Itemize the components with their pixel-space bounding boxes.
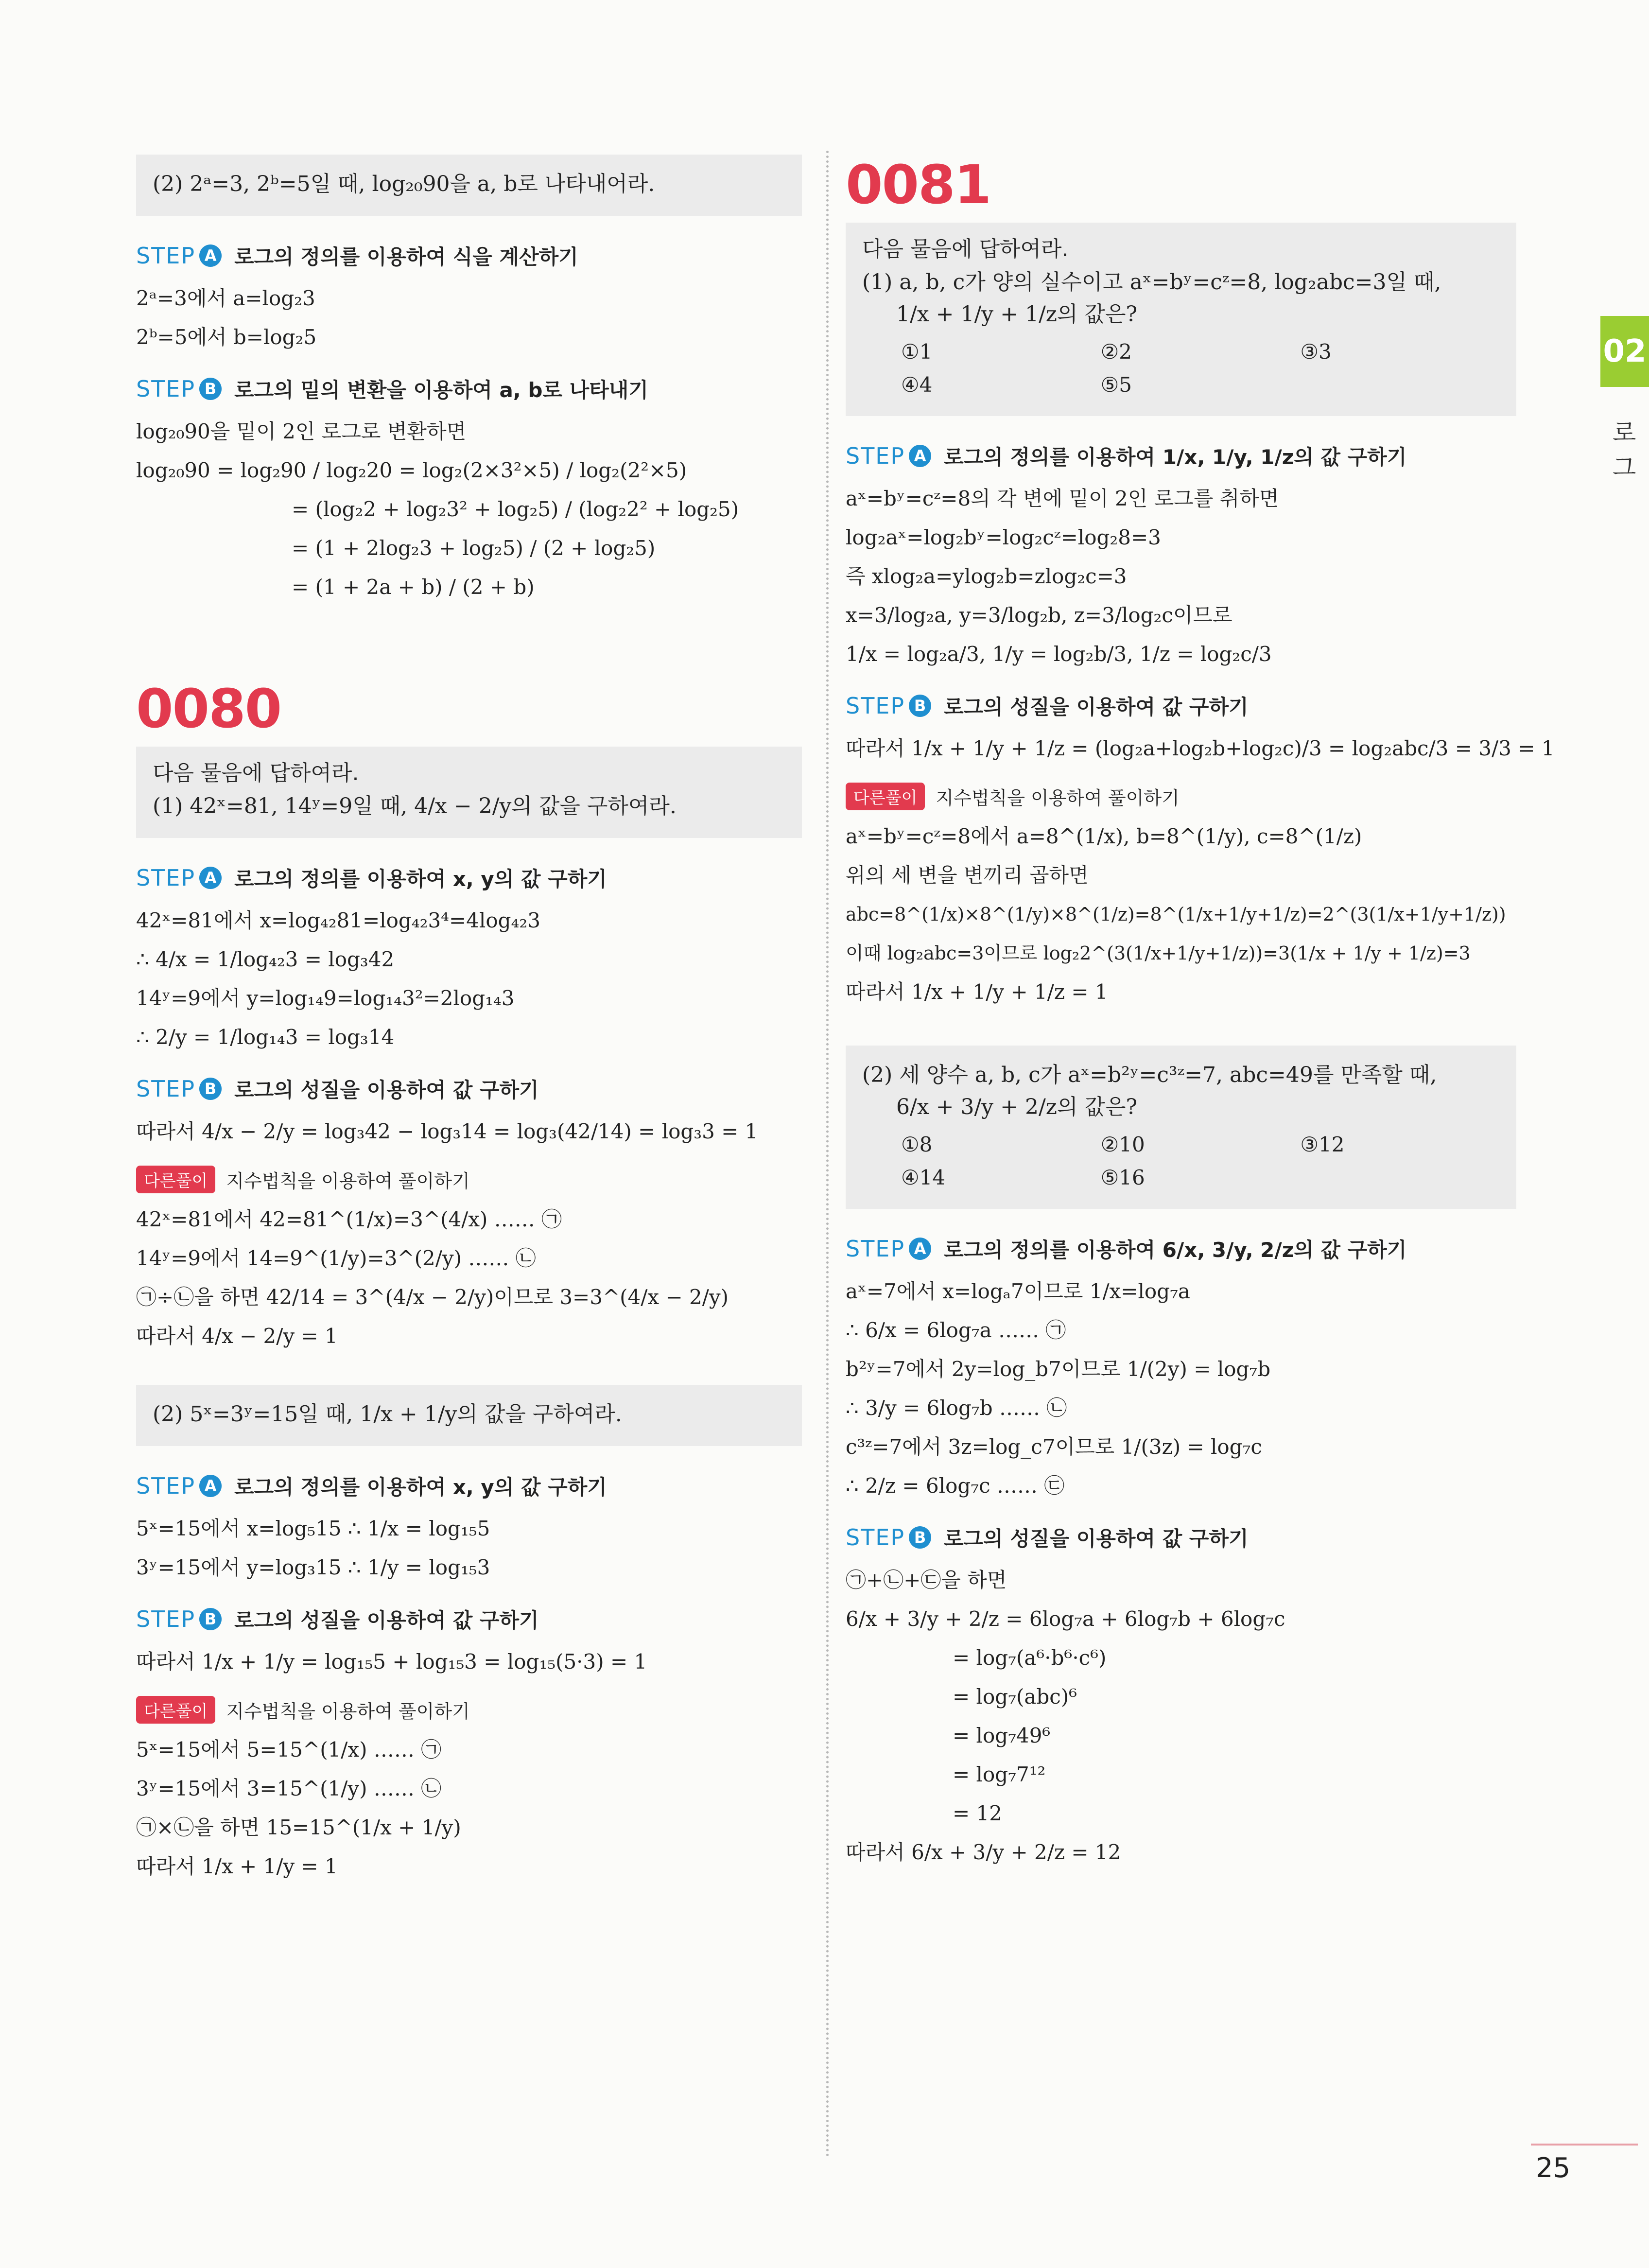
solution-line: 즉 xlog₂a=ylog₂b=zlog₂c=3 — [846, 564, 1127, 588]
solution-line: 3ʸ=15에서 3=15^(1/y) …… ㉡ — [136, 1777, 442, 1800]
solution-line: ∴ 6/x = 6log₇a …… ㉠ — [846, 1318, 1066, 1342]
step-label: STEP — [136, 1076, 196, 1102]
chapter-tab: 02 — [1600, 316, 1649, 387]
solution-line: abc=8^(1/x)×8^(1/y)×8^(1/z)=8^(1/x+1/y+1/z)=2^(3(1/x+1/y+1/z)) — [846, 904, 1506, 925]
chapter-label: 로그 — [1613, 419, 1636, 482]
choice: ②10 — [1100, 1133, 1145, 1156]
step-a-header — [846, 441, 1516, 471]
right-column — [846, 154, 1555, 1872]
alt-solution-badge: 다른풀이 — [136, 1166, 215, 1193]
problem-0079-part2-box — [136, 155, 802, 216]
step-label: STEP — [136, 243, 196, 269]
question-text: 1/x + 1/y + 1/z의 값은? — [896, 302, 1138, 327]
step-label: STEP — [846, 443, 905, 469]
solution-line: = (1 + 2a + b) / (2 + b) — [292, 575, 535, 599]
step-label: STEP — [136, 865, 196, 891]
step-badge-a: A — [909, 445, 931, 467]
solution-line: c³ᶻ=7에서 3z=log_c7이므로 1/(3z) = log₇c — [846, 1435, 1262, 1459]
problem-0081-part2-box — [846, 1046, 1516, 1209]
solution-line: 2ᵇ=5에서 b=log₂5 — [136, 325, 317, 349]
page-number-rule — [1531, 2144, 1638, 2146]
step-title: 로그의 성질을 이용하여 값 구하기 — [944, 695, 1249, 719]
problem-0080-part2-box — [136, 1385, 802, 1446]
step-title: 로그의 정의를 이용하여 6/x, 3/y, 2/z의 값 구하기 — [944, 1238, 1407, 1262]
step-b-header — [846, 691, 1516, 720]
solution-line: 5ˣ=15에서 5=15^(1/x) …… ㉠ — [136, 1738, 442, 1762]
solution-line: x=3/log₂a, y=3/log₂b, z=3/log₂c이므로 — [846, 603, 1232, 627]
alt-solution-badge: 다른풀이 — [846, 783, 925, 810]
solution-line: = 12 — [953, 1801, 1002, 1825]
solution-line: ∴ 4/x = 1/log₄₂3 = log₃42 — [136, 947, 395, 971]
solution-line: = (log₂2 + log₂3² + log₂5) / (log₂2² + log₂5) — [292, 497, 739, 521]
step-label: STEP — [136, 1473, 196, 1499]
solution-line: = log₇49⁶ — [953, 1724, 1051, 1747]
problem-number: 0081 — [846, 154, 991, 216]
step-label: STEP — [136, 376, 196, 402]
step-title: 로그의 정의를 이용하여 식을 계산하기 — [234, 245, 578, 269]
solution-line: = (1 + 2log₂3 + log₂5) / (2 + log₂5) — [292, 536, 656, 560]
step-title: 로그의 성질을 이용하여 값 구하기 — [234, 1608, 539, 1632]
step-badge-b: B — [199, 378, 222, 400]
solution-line: ∴ 2/y = 1/log₁₄3 = log₃14 — [136, 1025, 395, 1049]
choice: ④14 — [901, 1166, 946, 1189]
problem-0080-part1-box — [136, 747, 802, 838]
solution-line: 따라서 6/x + 3/y + 2/z = 12 — [846, 1840, 1121, 1864]
step-badge-b: B — [199, 1078, 222, 1100]
solution-line: 이때 log₂abc=3이므로 log₂2^(3(1/x+1/y+1/z))=3(1/x + 1/y + 1/z)=3 — [846, 942, 1471, 964]
solution-line: 2ᵃ=3에서 a=log₂3 — [136, 286, 315, 310]
page-number: 25 — [1536, 2152, 1571, 2184]
question-text: (2) 2ᵃ=3, 2ᵇ=5일 때, log₂₀90을 a, b로 나타내어라. — [153, 172, 655, 196]
step-label: STEP — [846, 693, 905, 719]
solution-line: log₂₀90을 밑이 2인 로그로 변환하면 — [136, 419, 467, 443]
solution-line: 6/x + 3/y + 2/z = 6log₇a + 6log₇b + 6log₇c — [846, 1607, 1285, 1631]
choice: ②2 — [1100, 340, 1132, 364]
step-b-header — [846, 1523, 1516, 1552]
step-badge-b: B — [199, 1608, 222, 1630]
solution-line: 따라서 1/x + 1/y + 1/z = 1 — [846, 980, 1108, 1004]
solution-line: 따라서 1/x + 1/y = log₁₅5 + log₁₅3 = log₁₅(5·3) = 1 — [136, 1650, 647, 1674]
answer-choices — [901, 1128, 1500, 1194]
step-b-header — [136, 1605, 802, 1634]
solution-line: 5ˣ=15에서 x=log₅15 ∴ 1/x = log₁₅5 — [136, 1517, 490, 1540]
choice: ③3 — [1300, 340, 1332, 364]
step-label: STEP — [846, 1524, 905, 1551]
solution-line: = log₇7¹² — [953, 1762, 1046, 1786]
solution-line: b²ʸ=7에서 2y=log_b7이므로 1/(2y) = log₇b — [846, 1357, 1271, 1381]
alt-solution-header — [136, 1166, 802, 1193]
step-b-header — [136, 1074, 802, 1103]
alt-solution-title: 지수법칙을 이용하여 풀이하기 — [936, 787, 1180, 809]
step-a-header — [136, 863, 802, 892]
question-text: (1) 42ˣ=81, 14ʸ=9일 때, 4/x − 2/y의 값을 구하여라. — [153, 794, 677, 819]
step-badge-b: B — [909, 1526, 931, 1549]
solution-line: 14ʸ=9에서 y=log₁₄9=log₁₄3²=2log₁₄3 — [136, 986, 515, 1010]
solution-line: aˣ=7에서 x=logₐ7이므로 1/x=log₇a — [846, 1279, 1190, 1303]
choice: ③12 — [1300, 1133, 1345, 1156]
alt-solution-header — [846, 783, 1516, 810]
step-title: 로그의 정의를 이용하여 x, y의 값 구하기 — [234, 867, 607, 891]
step-badge-a: A — [199, 244, 222, 267]
choice: ⑤5 — [1100, 373, 1132, 397]
solution-line: 3ʸ=15에서 y=log₃15 ∴ 1/y = log₁₅3 — [136, 1555, 490, 1579]
alt-solution-badge: 다른풀이 — [136, 1696, 215, 1724]
problem-number: 0080 — [136, 678, 281, 740]
step-title: 로그의 정의를 이용하여 1/x, 1/y, 1/z의 값 구하기 — [944, 445, 1407, 469]
solution-line: log₂₀90 = log₂90 / log₂20 = log₂(2×3²×5) / log₂(2²×5) — [136, 458, 687, 482]
choice: ①8 — [901, 1133, 933, 1156]
problem-0081-part1-box — [846, 223, 1516, 416]
step-title: 로그의 성질을 이용하여 값 구하기 — [944, 1527, 1249, 1551]
answer-choices — [901, 335, 1500, 401]
question-intro: 다음 물음에 답하여라. — [862, 237, 1069, 262]
alt-solution-header — [136, 1696, 802, 1724]
solution-line: 14ʸ=9에서 14=9^(1/y)=3^(2/y) …… ㉡ — [136, 1246, 536, 1270]
step-a-header — [136, 1471, 802, 1500]
step-title: 로그의 성질을 이용하여 값 구하기 — [234, 1078, 539, 1102]
step-label: STEP — [846, 1236, 905, 1262]
solution-line: 따라서 1/x + 1/y = 1 — [136, 1854, 338, 1878]
solution-line: 따라서 4/x − 2/y = log₃42 − log₃14 = log₃(42/14) = log₃3 = 1 — [136, 1119, 758, 1143]
column-divider — [826, 151, 829, 2158]
step-b-header — [136, 374, 802, 403]
solution-line: = log₇(a⁶·b⁶·c⁶) — [953, 1646, 1107, 1670]
choice: ④4 — [901, 373, 933, 397]
step-title: 로그의 정의를 이용하여 x, y의 값 구하기 — [234, 1475, 607, 1499]
step-label: STEP — [136, 1606, 196, 1632]
solution-line: aˣ=bʸ=cᶻ=8의 각 변에 밑이 2인 로그를 취하면 — [846, 487, 1279, 510]
solution-line: 위의 세 변을 변끼리 곱하면 — [846, 863, 1089, 887]
solution-line: 따라서 1/x + 1/y + 1/z = (log₂a+log₂b+log₂c)/3 = log₂abc/3 = 3/3 = 1 — [846, 736, 1555, 760]
alt-solution-title: 지수법칙을 이용하여 풀이하기 — [226, 1170, 470, 1192]
solution-line: ∴ 3/y = 6log₇b …… ㉡ — [846, 1396, 1067, 1420]
solution-line: log₂aˣ=log₂bʸ=log₂cᶻ=log₂8=3 — [846, 525, 1161, 549]
solution-line: aˣ=bʸ=cᶻ=8에서 a=8^(1/x), b=8^(1/y), c=8^(1/z) — [846, 824, 1362, 848]
solution-line: 1/x = log₂a/3, 1/y = log₂b/3, 1/z = log₂c/3 — [846, 642, 1272, 666]
question-text: 6/x + 3/y + 2/z의 값은? — [896, 1095, 1138, 1119]
step-badge-a: A — [909, 1238, 931, 1260]
solution-line: ∴ 2/z = 6log₇c …… ㉢ — [846, 1474, 1065, 1498]
step-badge-a: A — [199, 867, 222, 889]
solution-line: ㉠×㉡을 하면 15=15^(1/x + 1/y) — [136, 1815, 461, 1839]
alt-solution-title: 지수법칙을 이용하여 풀이하기 — [226, 1701, 470, 1722]
step-badge-b: B — [909, 695, 931, 717]
choice: ①1 — [901, 340, 933, 364]
solution-line: ㉠÷㉡을 하면 42/14 = 3^(4/x − 2/y)이므로 3=3^(4/x − 2/y) — [136, 1285, 729, 1309]
solution-line: = log₇(abc)⁶ — [953, 1685, 1077, 1709]
step-badge-a: A — [199, 1475, 222, 1497]
step-a-header — [846, 1234, 1516, 1263]
solution-line: 따라서 4/x − 2/y = 1 — [136, 1324, 338, 1348]
question-text: (1) a, b, c가 양의 실수이고 aˣ=bʸ=cᶻ=8, log₂abc=3일 때, — [862, 270, 1441, 295]
step-title: 로그의 밑의 변환을 이용하여 a, b로 나타내기 — [234, 378, 648, 402]
solution-line: 42ˣ=81에서 42=81^(1/x)=3^(4/x) …… ㉠ — [136, 1207, 562, 1231]
solution-line: ㉠+㉡+㉢을 하면 — [846, 1568, 1007, 1592]
step-a-header — [136, 241, 802, 270]
left-column — [136, 146, 802, 1886]
solution-line: 42ˣ=81에서 x=log₄₂81=log₄₂3⁴=4log₄₂3 — [136, 908, 540, 932]
question-text: (2) 5ˣ=3ʸ=15일 때, 1/x + 1/y의 값을 구하여라. — [153, 1402, 622, 1427]
question-text: (2) 세 양수 a, b, c가 aˣ=b²ʸ=c³ᶻ=7, abc=49를 만족할 때, — [862, 1063, 1437, 1087]
question-intro: 다음 물음에 답하여라. — [153, 761, 359, 785]
choice: ⑤16 — [1100, 1166, 1145, 1189]
